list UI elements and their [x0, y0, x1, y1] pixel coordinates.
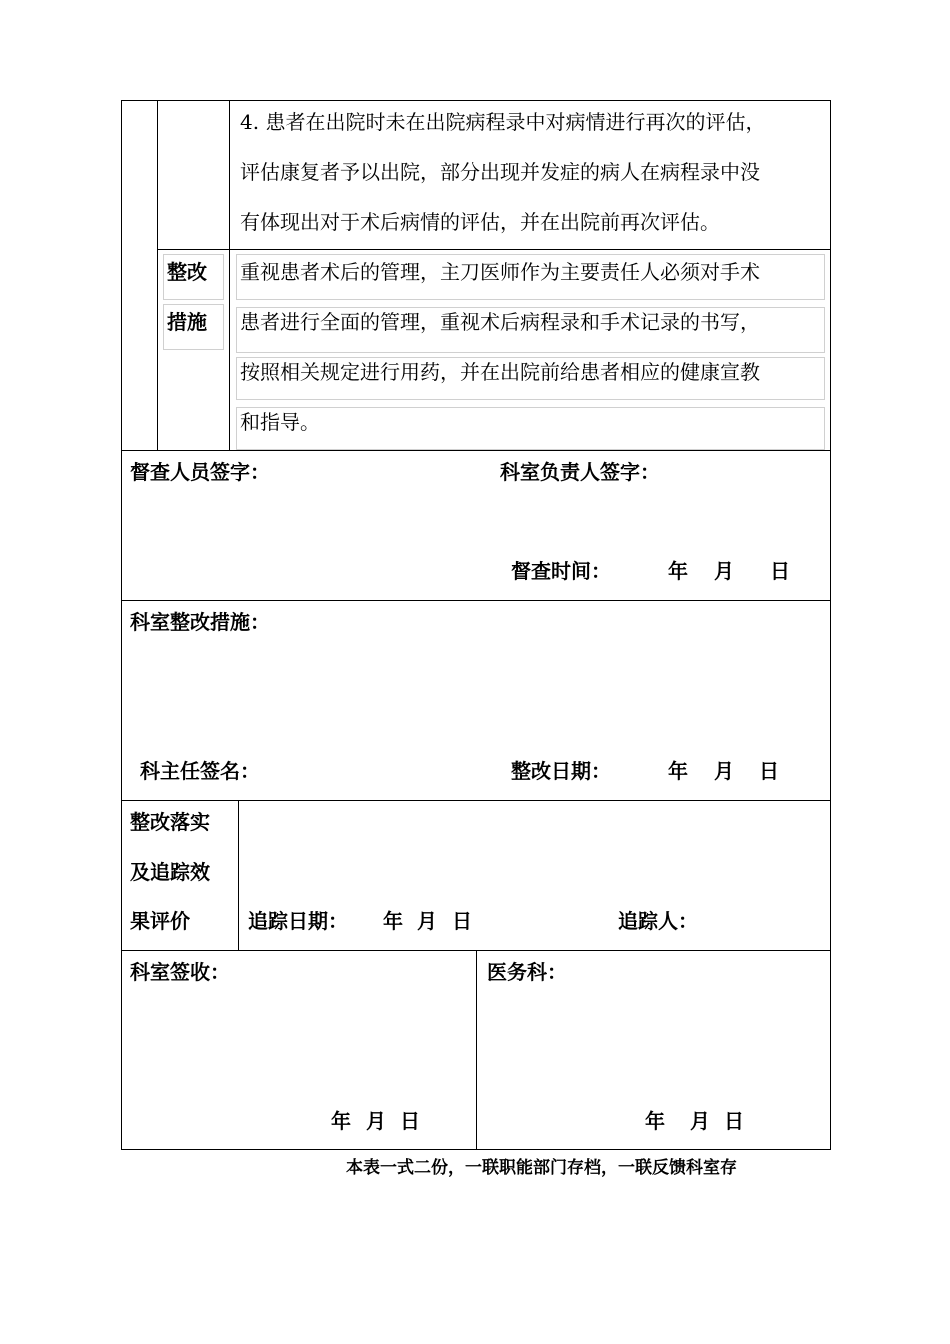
tracker-label: 追踪人：	[618, 909, 698, 933]
rectification-year: 年	[668, 759, 688, 783]
tracking-day: 日	[452, 909, 472, 933]
divider-v-left	[157, 100, 158, 450]
receipt-right-day: 日	[724, 1109, 744, 1133]
receipt-right-month: 月	[690, 1109, 710, 1133]
supervision-year: 年	[668, 559, 688, 583]
inspector-signature-label: 督查人员签字：	[130, 460, 270, 484]
tracking-year: 年	[383, 909, 403, 933]
tracking-date-label: 追踪日期：	[248, 909, 348, 933]
divider-v-tracking	[238, 800, 239, 950]
divider-h-measures	[157, 249, 831, 250]
dept-receipt-label: 科室签收：	[130, 960, 230, 984]
receipt-left-day: 日	[400, 1109, 420, 1133]
measures-line-3: 按照相关规定进行用药，并在出院前给患者相应的健康宣教	[240, 360, 760, 384]
problem-line-3: 有体现出对于术后病情的评估，并在出院前再次评估。	[240, 210, 720, 234]
supervision-day: 日	[770, 559, 790, 583]
measures-line-1: 重视患者术后的管理，主刀医师作为主要责任人必须对手术	[240, 260, 760, 284]
divider-v-mid	[229, 100, 230, 450]
measures-line-4: 和指导。	[240, 410, 320, 434]
divider-h-tracking	[121, 800, 831, 801]
dept-head-signature-label: 科室负责人签字：	[500, 460, 660, 484]
rectification-day: 日	[759, 759, 779, 783]
divider-h-supervision	[121, 450, 831, 451]
problem-line-1: 4. 患者在出院时未在出院病程录中对病情进行再次的评估，	[240, 110, 766, 134]
footer-note: 本表一式二份，一联职能部门存档，一联反馈科室存	[346, 1158, 737, 1178]
receipt-right-year: 年	[645, 1109, 665, 1133]
divider-h-dept-measures	[121, 600, 831, 601]
tracking-month: 月	[417, 909, 437, 933]
supervision-time-label: 督查时间：	[511, 559, 611, 583]
receipt-left-month: 月	[366, 1109, 386, 1133]
dept-measures-title: 科室整改措施：	[130, 610, 270, 634]
rectification-date-label: 整改日期：	[511, 759, 611, 783]
tracking-label-2: 及追踪效	[130, 860, 210, 884]
supervision-month: 月	[714, 559, 734, 583]
measures-line-box-4	[236, 407, 825, 450]
measures-label-1: 整改	[167, 260, 207, 284]
tracking-label-3: 果评价	[130, 909, 190, 933]
divider-v-receipt	[476, 950, 477, 1150]
measures-label-2: 措施	[167, 310, 207, 334]
medical-affairs-label: 医务科：	[487, 960, 567, 984]
rectification-month: 月	[714, 759, 734, 783]
tracking-label-1: 整改落实	[130, 810, 210, 834]
receipt-left-year: 年	[331, 1109, 351, 1133]
director-signature-label: 科主任签名：	[140, 759, 260, 783]
problem-line-2: 评估康复者予以出院，部分出现并发症的病人在病程录中没	[240, 160, 760, 184]
measures-line-2: 患者进行全面的管理，重视术后病程录和手术记录的书写，	[240, 310, 760, 334]
